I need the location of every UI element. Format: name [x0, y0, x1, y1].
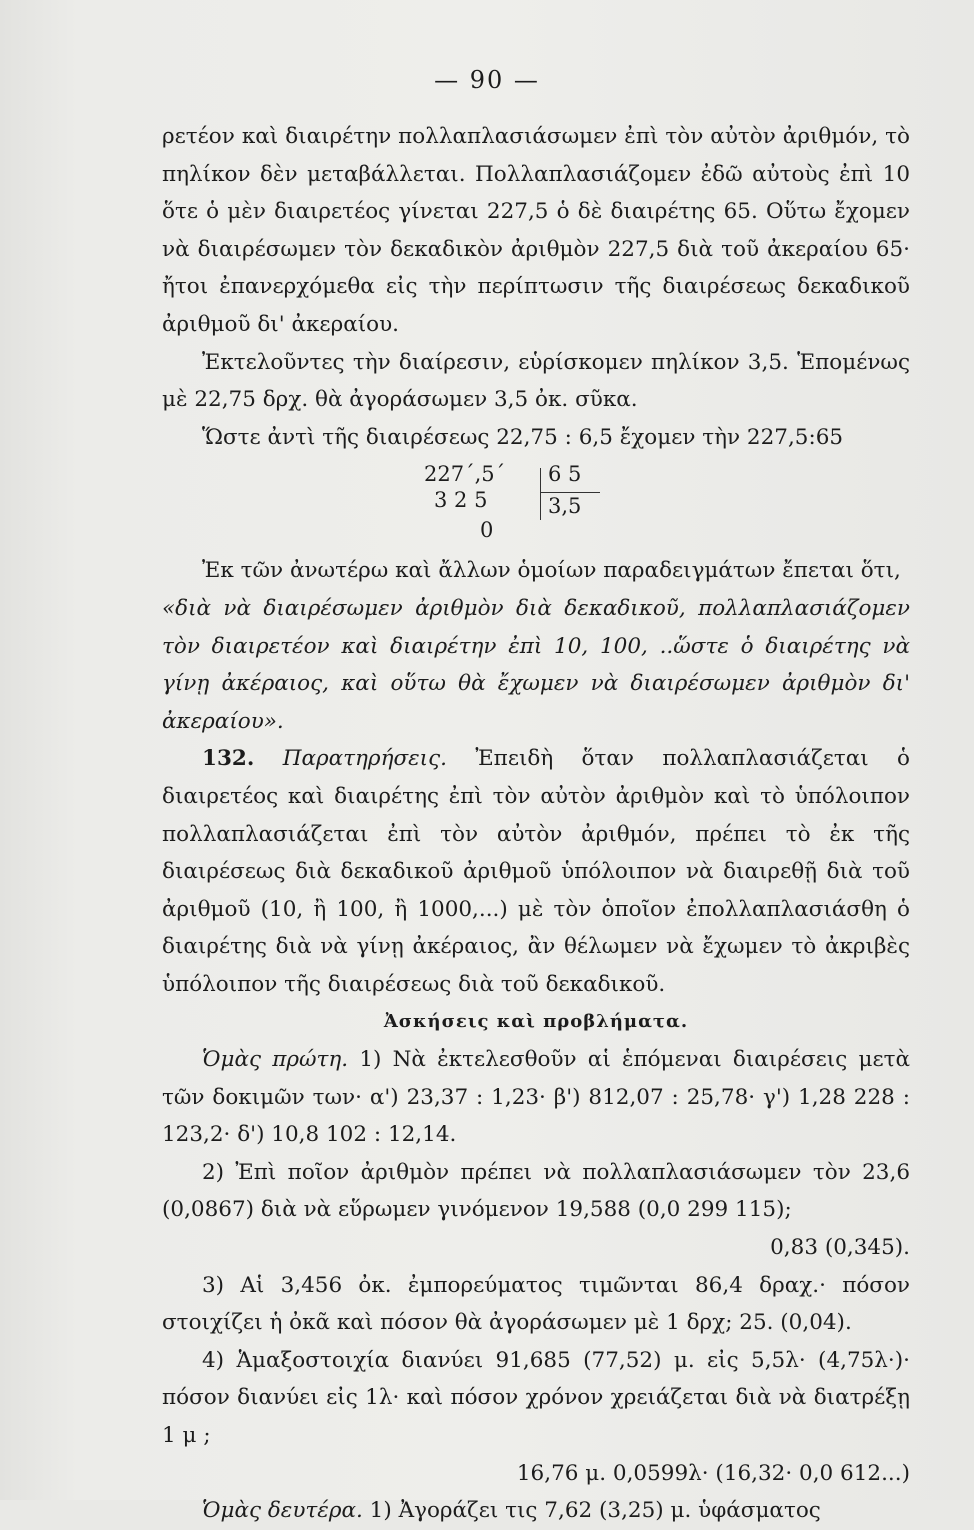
exercise-3: 3) Αἱ 3,456 ὀκ. ἐμπορεύματος τιμῶνται 86,4 δραχ.· πόσον στοιχίζει ἡ ὀκᾶ καὶ πόσον θὰ ἀγοράσωμεν μὲ 1 δρχ; 25. (0,04).: [162, 1272, 910, 1336]
group-2: [162, 1492, 910, 1530]
paragraph-4: Ἐκ τῶν ἀνωτέρω καὶ ἄλλων ὁμοίων παραδειγμάτων ἔπεται ὅτι,: [202, 558, 901, 584]
division-vertical-line: [540, 468, 541, 520]
paragraph-2: Ἐκτελοῦντες τὴν διαίρεσιν, εὑρίσκομεν πηλίκον 3,5. Ἑπομένως μὲ 22,75 δρχ. θὰ ἀγοράσωμεν 3,5 ὀκ. σῦκα.: [162, 349, 910, 413]
exercise-2: 2) Ἐπὶ ποῖον ἀριθμὸν πρέπει νὰ πολλαπλασιάσωμεν τὸν 23,6 (0,0867) διὰ νὰ εὕρωμεν γινόμενον 19,588 (0,0 299 115);: [162, 1159, 910, 1223]
division-dividend: 227΄,5΄: [424, 462, 506, 487]
division-horizontal-line: [540, 492, 600, 493]
exercise-2-answer: 0,83 (0,345).: [770, 1235, 910, 1261]
group-2-label: Ὁμὰς δευτέρα.: [202, 1498, 363, 1524]
division-remainder: 0: [480, 518, 494, 543]
paragraph-3: Ὥστε ἀντὶ τῆς διαιρέσεως 22,75 : 6,5 ἔχομεν τὴν 227,5:65: [202, 424, 844, 450]
paragraph-1: ρετέον καὶ διαιρέτην πολλαπλασιάσωμεν ἐπὶ τὸν αὐτὸν ἀριθμόν, τὸ πηλίκον δὲν μεταβάλλεται. Πολλαπλασιάζομεν ἐδῶ αὐτοὺς ἐπὶ 10 ὅτε ὁ μὲν διαιρετέος γίνεται 227,5 ὁ δὲ διαιρέτης 65. Οὕτω ἔχομεν νὰ διαιρέσωμεν τὸν δεκαδικὸν ἀριθμὸν 227,5 διὰ τοῦ ἀκεραίου 65· ἤτοι ἐπανερχόμεθα εἰς τὴν περίπτωσιν τῆς διαιρέσεως δεκαδικοῦ ἀριθμοῦ δι' ἀκεραίου.: [162, 124, 910, 337]
group-1-label: Ὁμὰς πρώτη.: [202, 1047, 349, 1073]
long-division: [162, 456, 910, 552]
exercise-4-answer: 16,76 μ. 0,0599λ· (16,32· 0,0 612...): [516, 1460, 910, 1486]
division-divisor: 6 5: [548, 462, 582, 487]
section-title: Παρατηρήσεις.: [282, 746, 447, 772]
exercise-4: 4) Ἁμαξοστοιχία διανύει 91,685 (77,52) μ. εἰς 5,5λ· (4,75λ·)· πόσον διανύει εἰς 1λ· καὶ πόσον χρόνον χρειάζεται διὰ νὰ διατρέξῃ 1 μ ;: [162, 1347, 910, 1448]
rule-quote: «διὰ νὰ διαιρέσωμεν ἀριθμὸν διὰ δεκαδικοῦ, πολλαπλασιάζομεν τὸν διαιρετέον καὶ διαιρέτην ἐπὶ 10, 100, ..ὥστε ὁ διαιρέτης νὰ γίνῃ ἀκέραιος, καὶ οὕτω θὰ ἔχωμεν νὰ διαιρέσωμεν ἀριθμὸν δι' ἀκεραίου».: [162, 595, 910, 734]
section-text: Ἐπειδὴ ὅταν πολλαπλασιάζεται ὁ διαιρετέος καὶ διαιρέτης ἐπὶ τὸν αὐτὸν ἀριθμὸν καὶ τὸ ὑπόλοιπον πολλαπλασιάζεται ἐπὶ τὸν αὐτὸν ἀριθμόν, πρέπει τὸ ἐκ τῆς διαιρέσεως διὰ δεκαδικοῦ ἀριθμοῦ ὑπόλοιπον νὰ διαιρεθῇ διὰ τοῦ ἀριθμοῦ (10, ἢ 100, ἢ 1000,...) μὲ τὸν ὁποῖον ἐπολλαπλασιάσθη ὁ διαιρέτης διὰ νὰ γίνῃ ἀκέραιος, ἂν θέλωμεν νὰ ἔχωμεν τὸ ἀκριβὲς ὑπόλοιπον τῆς διαιρέσεως διὰ τοῦ δεκαδικοῦ.: [162, 746, 911, 997]
page-number: — 90 —: [434, 66, 540, 94]
section-132: [162, 740, 910, 1003]
exercise-1: [162, 1041, 910, 1154]
exercise-1-text: 1) Νὰ ἐκτελεσθοῦν αἱ ἑπόμεναι διαιρέσεις μετὰ τῶν δοκιμῶν των· α') 23,37 : 1,23· β') 812,07 : 25,78· γ') 1,28 228 : 123,2· δ') 10,8 102 : 12,14.: [162, 1047, 910, 1148]
section-number: 132.: [202, 746, 255, 772]
group-2-text: 1) Ἀγοράζει τις 7,62 (3,25) μ. ὑφάσματος: [369, 1498, 821, 1524]
text-body: [162, 118, 910, 1530]
division-quotient: 3,5: [548, 494, 582, 519]
exercises-heading: Ἀσκήσεις καὶ προβλήματα.: [383, 1011, 689, 1033]
division-step: 3 2 5: [434, 488, 488, 513]
